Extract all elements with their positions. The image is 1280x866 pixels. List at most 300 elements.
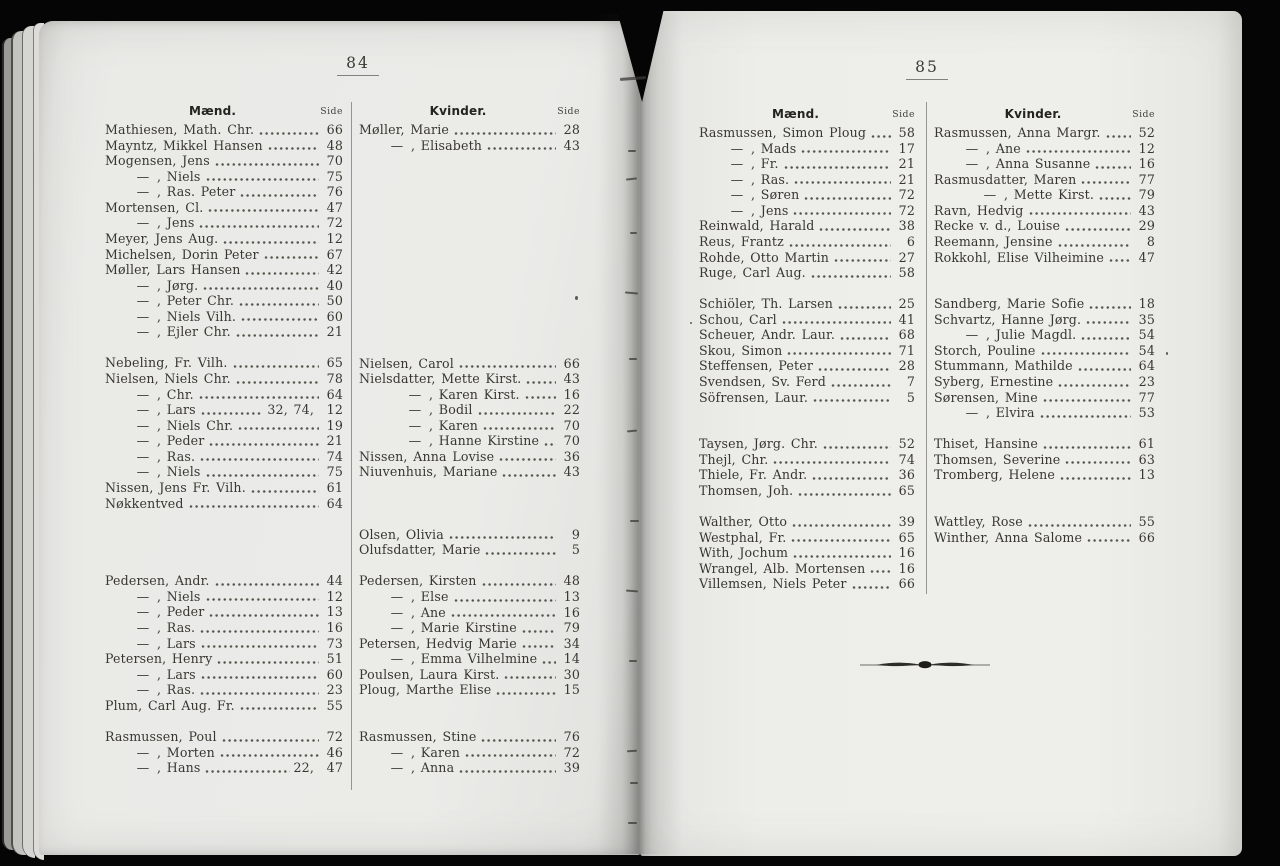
entry-page-number: 64 [326, 495, 343, 511]
entry-name: Michelsen, Dorin Peter [105, 246, 259, 262]
index-entry [934, 530, 1155, 546]
index-entry [105, 278, 343, 294]
index-entry [934, 234, 1155, 250]
entry-name: , Fr. [751, 156, 779, 172]
index-entry [934, 312, 1155, 328]
entry-page-number: 72 [326, 728, 343, 744]
index-entry [359, 682, 580, 698]
entry-page-number: 72 [898, 202, 915, 218]
column-header-label: Kvinder. [429, 104, 487, 119]
index-entry [105, 402, 343, 418]
index-entry [105, 200, 343, 216]
entry-page-number: 54 [1138, 342, 1155, 358]
dot-leader [451, 613, 556, 618]
index-entry [934, 374, 1155, 390]
dot-leader [199, 395, 319, 400]
entry-page-number: 21 [326, 433, 343, 449]
entry-name: , Else [411, 588, 449, 604]
entry-page-number: 48 [563, 573, 580, 589]
index-entry [105, 138, 343, 154]
entry-page-number: 74 [898, 451, 915, 467]
page-number-rule [337, 75, 379, 76]
dot-leader [206, 597, 319, 602]
index-entry [359, 387, 580, 403]
ditto-dash: — [408, 433, 422, 449]
index-entry [359, 138, 580, 154]
dot-leader [208, 208, 319, 213]
entry-name: Nielsdatter, Mette Kirst. [359, 371, 522, 387]
index-entry [359, 527, 580, 543]
ditto-dash: — [136, 417, 150, 433]
index-entry [105, 153, 343, 169]
entry-page-number: 60 [326, 666, 343, 682]
entry-name: Pedersen, Andr. [105, 573, 210, 589]
entry-name: Rohde, Otto Martin [699, 249, 830, 265]
dot-leader [1095, 165, 1131, 170]
page-number-label: 85 [915, 58, 939, 76]
dot-leader [264, 255, 319, 260]
index-entry [699, 467, 915, 483]
entry-extra-pages: 22, [293, 760, 314, 776]
index-section [359, 356, 580, 481]
index-entry [934, 452, 1155, 468]
entry-name: Olsen, Olivia [359, 526, 444, 542]
entry-page-number: 28 [898, 358, 915, 374]
entry-page-number: 39 [563, 760, 580, 776]
index-entry [359, 122, 580, 138]
dot-leader [223, 240, 319, 245]
entry-page-number: 42 [326, 262, 343, 278]
index-entry [359, 745, 580, 761]
dot-leader [818, 367, 891, 372]
entry-page-number: 17 [898, 140, 915, 156]
index-entry [699, 250, 915, 266]
dot-leader [240, 193, 319, 198]
entry-name: Winther, Anna Salome [934, 529, 1083, 545]
entry-name: Rasmussen, Poul [105, 728, 217, 744]
entry-page-number: 58 [898, 125, 915, 140]
dot-leader [220, 753, 319, 758]
dot-leader [201, 411, 264, 416]
dot-leader [792, 523, 891, 528]
dot-leader [481, 738, 556, 743]
ditto-dash: — [390, 588, 404, 604]
index-entry [934, 203, 1155, 219]
dot-leader [1060, 476, 1131, 481]
paper-speck [575, 296, 578, 300]
index-entry [105, 169, 343, 185]
index-entry [934, 405, 1155, 421]
entry-name: Schou, Carl [699, 311, 777, 327]
ditto-dash: — [408, 402, 422, 418]
dot-leader [787, 351, 891, 356]
dot-leader [205, 769, 289, 774]
entry-page-number: 39 [898, 514, 915, 530]
entry-name: Recke v. d., Louise [934, 218, 1061, 234]
entry-page-number: 5 [571, 542, 580, 558]
entry-page-number: 21 [898, 171, 915, 187]
dot-leader [782, 320, 891, 325]
index-entry [934, 514, 1155, 530]
entry-page-number: 66 [563, 355, 580, 371]
entry-name: Rokkohl, Elise Vilheimine [934, 249, 1105, 265]
dot-leader [268, 146, 319, 151]
dot-leader [215, 582, 319, 587]
dot-leader [200, 629, 319, 634]
entry-name: , Anna Susanne [986, 156, 1091, 172]
side-column-label: Side [892, 109, 915, 121]
entry-page-number: 53 [1138, 405, 1155, 421]
dot-leader [1040, 414, 1131, 419]
entry-name: Ruge, Carl Aug. [699, 265, 806, 281]
index-entry [105, 262, 343, 278]
index-entry [105, 667, 343, 683]
ditto-dash: — [983, 187, 997, 203]
ditto-dash: — [965, 156, 979, 172]
index-entry [105, 309, 343, 325]
entry-page-number: 14 [563, 651, 580, 667]
dot-leader [222, 738, 319, 743]
entry-name: Reinwald, Harald [699, 218, 815, 234]
index-entry [359, 605, 580, 621]
entry-page-number: 16 [898, 560, 915, 576]
ditto-dash: — [730, 202, 744, 218]
index-entry [699, 218, 915, 234]
entry-page-number: 78 [326, 371, 343, 386]
index-entry [699, 203, 915, 219]
dot-leader [1081, 180, 1131, 185]
column-header-label: Mænd. [771, 107, 820, 122]
entry-page-number: 76 [326, 184, 343, 200]
index-entry [699, 561, 915, 577]
dot-leader [233, 364, 320, 369]
entry-name: , Mads [751, 140, 797, 156]
ditto-dash: — [136, 277, 150, 293]
column-header-row [934, 107, 1155, 123]
dot-leader [485, 551, 556, 556]
entry-page-number: 65 [898, 529, 915, 545]
side-column-label: Side [320, 106, 343, 118]
entry-page-number: 76 [563, 729, 580, 745]
entry-page-number: 64 [1138, 358, 1155, 374]
entry-page-number: 43 [563, 137, 580, 153]
dot-leader [206, 473, 319, 478]
entry-name: Stummann, Mathilde [934, 358, 1073, 374]
entry-page-number: 16 [326, 620, 343, 636]
entry-page-number: 51 [326, 651, 343, 667]
index-entry [699, 327, 915, 343]
entry-page-number: 8 [1146, 233, 1155, 249]
index-entry [699, 172, 915, 188]
entry-page-number: 19 [326, 417, 343, 433]
index-entry [699, 576, 915, 592]
dot-leader [206, 177, 319, 182]
entry-page-number: 43 [563, 371, 580, 387]
entry-name: Storch, Pouline [934, 342, 1036, 358]
entry-name: Schvartz, Hanne Jørg. [934, 311, 1082, 327]
index-section [105, 122, 343, 340]
ditto-dash: — [136, 215, 150, 231]
dot-leader [251, 489, 319, 494]
dot-leader [239, 302, 319, 307]
entry-page-number: 72 [898, 187, 915, 203]
index-section [359, 527, 580, 558]
dot-leader [504, 675, 556, 680]
ditto-dash: — [730, 140, 744, 156]
entry-page-number: 77 [1138, 389, 1155, 405]
dot-leader [794, 180, 891, 185]
dot-leader [522, 629, 556, 634]
entry-name: Meyer, Jens Aug. [105, 230, 219, 246]
dot-leader [823, 445, 891, 450]
index-entry [105, 745, 343, 761]
index-entry [105, 651, 343, 667]
dot-leader [525, 395, 556, 400]
entry-page-number: 6 [906, 233, 915, 249]
entry-page-number: 61 [326, 479, 343, 495]
column-header-label: Mænd. [188, 104, 237, 119]
entry-name: , Karen Kirst. [429, 386, 520, 402]
entry-name: , Bodil [429, 402, 473, 418]
entry-name: Reus, Frantz [699, 233, 784, 249]
entry-page-number: 41 [898, 311, 915, 327]
dot-leader [483, 426, 556, 431]
index-entry [699, 545, 915, 561]
entry-name: Wattley, Rose [934, 514, 1023, 530]
entry-name: , Ane [411, 604, 446, 620]
entry-name: , Søren [751, 187, 800, 203]
ditto-dash: — [390, 760, 404, 776]
entry-page-number: 50 [326, 293, 343, 309]
index-entry [105, 464, 343, 480]
entry-name: Tromberg, Helene [934, 467, 1055, 483]
dot-leader [812, 476, 891, 481]
entry-name: Thiele, Fr. Andr. [699, 467, 808, 483]
index-entry [105, 589, 343, 605]
entry-name: Westphal, Fr. [699, 529, 787, 545]
entry-name: , Ras. [157, 448, 196, 464]
entry-page-number: 68 [898, 327, 915, 343]
index-entry [105, 184, 343, 200]
dot-leader [789, 243, 891, 248]
index-entry [699, 343, 915, 359]
index-section [105, 355, 343, 511]
dot-leader [236, 380, 319, 385]
entry-page-number: 16 [1138, 156, 1155, 172]
index-entry [105, 418, 343, 434]
index-entry [699, 452, 915, 468]
ditto-dash: — [730, 156, 744, 172]
index-entry [105, 387, 343, 403]
index-entry [934, 467, 1155, 483]
dot-leader [773, 460, 891, 465]
index-entry [934, 358, 1155, 374]
entry-page-number: 27 [898, 249, 915, 265]
dot-leader [200, 691, 319, 696]
dot-leader [791, 538, 891, 543]
ditto-dash: — [136, 184, 150, 200]
dot-leader [804, 196, 891, 201]
entry-page-number: 60 [326, 308, 343, 324]
dot-leader [217, 660, 319, 665]
dot-leader [544, 442, 556, 447]
dot-leader [793, 554, 891, 559]
index-entry [934, 187, 1155, 203]
entry-name: , Peder [157, 604, 205, 620]
index-entry [105, 122, 343, 138]
index-entry [105, 604, 343, 620]
index-entry [105, 215, 343, 231]
entry-page-number: 43 [563, 464, 580, 480]
entry-page-number: 25 [898, 296, 915, 312]
index-section [934, 125, 1155, 265]
entry-name: , Lars [157, 402, 196, 418]
entry-page-number: 36 [898, 467, 915, 483]
entry-name: Plum, Carl Aug. Fr. [105, 697, 235, 713]
dot-leader [1081, 336, 1131, 341]
ditto-dash: — [390, 744, 404, 760]
entry-page-number: 13 [563, 588, 580, 604]
index-entry [699, 234, 915, 250]
entry-name: Mayntz, Mikkel Hansen [105, 137, 263, 153]
tailpiece-flourish-icon [858, 656, 992, 674]
dot-leader [798, 492, 891, 497]
dot-leader [465, 753, 556, 758]
entry-name: , Chr. [157, 386, 194, 402]
entry-name: Skou, Simon [699, 342, 783, 358]
dot-leader [1065, 460, 1131, 465]
index-entry [359, 760, 580, 776]
entry-page-number: 13 [326, 604, 343, 620]
ditto-dash: — [408, 386, 422, 402]
dot-leader [499, 457, 556, 462]
ditto-dash: — [136, 168, 150, 184]
index-entry [359, 464, 580, 480]
ditto-dash: — [390, 137, 404, 153]
dot-leader [1041, 351, 1132, 356]
column-divider-rule [351, 102, 352, 790]
entry-name: , Peter Chr. [157, 293, 235, 309]
entry-page-number: 30 [563, 666, 580, 682]
dot-leader [871, 134, 891, 139]
entry-page-number: 72 [326, 215, 343, 231]
entry-name: Thomsen, Joh. [699, 482, 794, 498]
dot-leader [831, 383, 891, 388]
dot-leader [189, 504, 319, 509]
dot-leader [522, 644, 556, 649]
index-entry [699, 187, 915, 203]
entry-page-number: 75 [326, 464, 343, 480]
entry-page-number: 65 [326, 355, 343, 371]
entry-page-number: 74 [326, 448, 343, 464]
entry-name: , Peder [157, 433, 205, 449]
index-entry [934, 296, 1155, 312]
index-entry [359, 729, 580, 745]
dot-leader [1099, 196, 1131, 201]
ditto-dash: — [730, 187, 744, 203]
entry-page-number: 66 [898, 576, 915, 592]
dot-leader [838, 305, 891, 310]
entry-name: Thomsen, Severine [934, 451, 1061, 467]
index-entry [359, 449, 580, 465]
entry-page-number: 22 [563, 402, 580, 418]
dot-leader [1089, 305, 1131, 310]
index-entry [934, 218, 1155, 234]
index-section [934, 514, 1155, 545]
dot-leader [240, 706, 319, 711]
index-column-p85-kvinder [934, 107, 1155, 545]
dot-leader [834, 258, 891, 263]
dot-leader [200, 457, 319, 462]
entry-name: Nøkkentved [105, 495, 184, 511]
entry-name: , Ejler Chr. [157, 324, 231, 340]
ditto-dash: — [965, 405, 979, 421]
entry-page-number: 70 [563, 417, 580, 433]
ditto-dash: — [965, 140, 979, 156]
index-entry [699, 374, 915, 390]
dot-leader [1058, 243, 1131, 248]
entry-name: , Karen [411, 744, 461, 760]
index-entry [699, 483, 915, 499]
entry-page-number: 21 [326, 324, 343, 340]
entry-name: , Morten [157, 744, 215, 760]
dot-leader [870, 569, 891, 574]
entry-page-number: 9 [571, 526, 580, 542]
entry-name: , Jørg. [157, 277, 199, 293]
dot-leader [819, 227, 891, 232]
dot-leader [1028, 523, 1131, 528]
entry-page-number: 47 [326, 199, 343, 215]
dot-leader [1086, 320, 1131, 325]
entry-name: Villemsen, Niels Peter [699, 576, 847, 592]
entry-name: , Niels [157, 588, 201, 604]
index-entry [105, 480, 343, 496]
entry-name: Mogensen, Jens [105, 153, 210, 169]
entry-name: , Mette Kirst. [1004, 187, 1095, 203]
entry-page-number: 13 [1138, 467, 1155, 483]
entry-name: Møller, Lars Hansen [105, 262, 241, 278]
dot-leader [236, 333, 319, 338]
dot-leader [199, 224, 319, 229]
dot-leader [454, 131, 556, 136]
entry-page-number: 77 [1138, 171, 1155, 187]
entry-name: Steffensen, Peter [699, 358, 814, 374]
index-entry [934, 390, 1155, 406]
entry-page-number: 23 [326, 682, 343, 698]
entry-name: Ravn, Hedvig [934, 202, 1024, 218]
column-divider-rule [926, 102, 927, 594]
entry-page-number: 61 [1138, 436, 1155, 452]
index-entry [105, 231, 343, 247]
paper-speck [690, 322, 692, 324]
dot-leader [209, 442, 319, 447]
index-entry [359, 651, 580, 667]
dot-leader [1043, 445, 1131, 450]
index-section [359, 122, 580, 153]
entry-page-number: 38 [898, 218, 915, 234]
index-entry [105, 247, 343, 263]
entry-page-number: 46 [326, 744, 343, 760]
entry-name: Nissen, Anna Lovise [359, 448, 495, 464]
index-entry [699, 390, 915, 406]
index-section [359, 729, 580, 776]
entry-name: With, Jochum [699, 545, 789, 561]
dot-leader [1029, 211, 1131, 216]
entry-name: Rasmusdatter, Maren [934, 171, 1077, 187]
dot-leader [793, 211, 891, 216]
entry-name: Schiöler, Th. Larsen [699, 296, 833, 312]
entry-name: , Lars [157, 666, 196, 682]
